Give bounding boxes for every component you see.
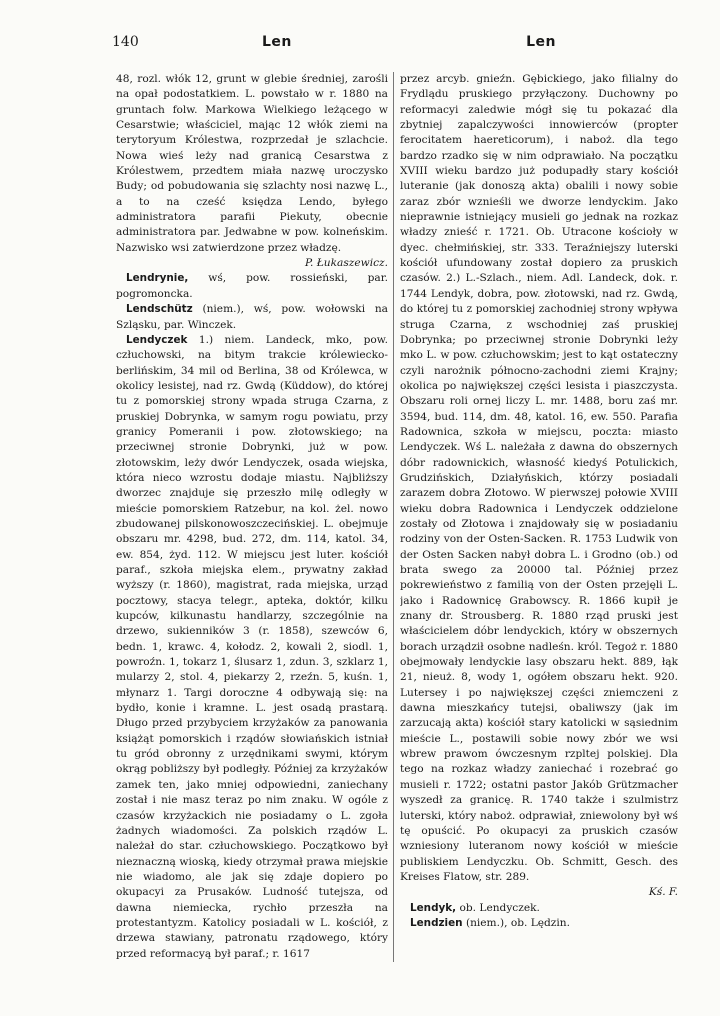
entry-continuation: przez arcyb. gnieźn. Gębickiego, jako filialny do Frydlądu pruskiego przyłączony. Duchowny po reformacyi zaledwie mógł się tu pokazać dla zbytniej zapalczywości innowierców (propter ferocitatem haereticorum), i naboż. dla tego bardzo rzadko się w nim odprawiało. Na początku XVIII wieku bardzo już podupadły stary kościół luteranie (jak donoszą akta) obalili i nowy sobie zaraz zbór wznieśli we dworze lendyckim. Jako nieprawnie istniejący musieli go jednak na rozkaz władzy znieść r. 1721. Ob. Utracone kościoły w dyec. chełmińskiej, str. 333. Teraźniejszy luterski kościół ufundowany został dopiero za pruskich czasów. 2.) L.-Szlach., niem. Adl. Landeck, dok. r. 1744 Lendyk, dobra, pow. złotowski, nad rz. Gwdą, do której tu z pomorskiej zachodniej strony wpływa struga Czarna, z wschodniej zaś pruskiej Dobrynka; po przeciwnej stronie Dobrynki leży mko L. w pow. człuchowskim; jest to kąt ostateczny czyli narożnik północno-zachodni ziemi Krajny; okolica po największej części lesista i piaszczysta. Obszaru roli ornej liczy L. mr. 1488, boru zaś mr. 3594, bud. 114, dm. 48, katol. 16, ew. 550. Parafia Radownica, szkoła w miejscu, poczta: miasto Lendyczek. Wś L. należała z dawna do obszernych dóbr radownickich, własność kiedyś Potulickich, Grudzińskich, Działyńskich, którzy posiadali zarazem dobra Złotowo. W pierwszej połowie XVIII wieku dobra Radownica i Lendyczek oddzielone zostały od Złotowa i znajdowały się w posiadaniu rodziny von der Osten-Sacken. R. 1753 Ludwik von der Osten Sacken nabył dobra L. i Grodno (ob.) od brata swego za 20000 tal. Później przez pokrewieństwo z familią von der Osten przejęli L. jako i Radownicę Grabowscy. R. 1866 kupił je znany dr. Strousberg. R. 1880 rząd pruski jest właścicielem dóbr lendyckich, który w obszernych borach urządził osobne nadleśn. król. Tegoż r. 1880 obejmowały lendyckie lasy obszaru hekt. 889, łąk 21, nieuż. 8, wody 1, ogółem obszaru hekt. 920. Lutersey i po największej części zniemczeni z dawna mieszkańcy tutejsi, obaliwszy (jak im zarzucają akta) kościół stary katolicki w sąsiednim mieście L., postawili sobie nowy zbór we wsi wbrew prawom ówczesnym rzpltej polskiej. Dla tego na rozkaz władzy zaniechać i rozebrać go musieli r. 1722; ostatni pastor Jakób Grützmacher wyszedł za granicę. R. 1740 także i szulmistrz luterski, który naboż. odprawiał, zniewolony był wś tę opuścić. Po okupacyi za pruskich czasów wzniesiony luteranom nowy kościół w mieście publiskiem Lendyczku. Ob. Schmitt, Gesch. des Kreises Flatow, str. 289.: [400, 73, 678, 883]
running-header: [112, 34, 676, 56]
entry-body: 1.) niem. Landeck, mko, pow. człuchowski, na bitym trakcie królewiecko-berlińskim, 34 mil od Berlina, 38 od Królewca, w okolicy lesistej, nad rz. Gwdą (Küddow), do której tu z pomorskiej strony wpada struga Czarna, z pruskiej Dobrynka, w samym rogu powiatu, przy granicy Pomeranii i pow. złotowskiego; na przeciwnej stronie Dobrynki, już w pow. złotowskim, leży dwór Lendyczek, osada wiejska, która nieco wzrostu dodaje miastu. Najbliższy dworzec znajduje się przeszło milę odległy w mieście pomorskiem Ratzebur, na kol. żel. nowo zbudowanej pilskonowoszczecińskiej. L. obejmuje obszaru mr. 4298, bud. 272, dm. 114, katol. 34, ew. 854, żyd. 112. W miejscu jest luter. kościół paraf., szkoła miejska elem., prywatny zakład wyższy (r. 1860), magistrat, rada miejska, urząd pocztowy, stacya telegr., apteka, doktór, kilku kupców, kilkunastu handlarzy, szczególnie na drzewo, sukienników 3 (r. 1858), szewców 6, bedn. 1, krawc. 4, kołodz. 2, kowali 2, siodl. 1, powroźn. 1, tokarz 1, ślusarz 1, zdun. 3, szklarz 1, mularzy 2, stol. 4, piekarzy 2, rzeźn. 5, kuśn. 1, młynarz 1. Targi doroczne 4 odbywają się: na bydło, konie i kramne. L. jest osadą prastarą. Długo przed przybyciem krzyżaków za panowania książąt pomorskich i rządów słowiańskich istniał tu gród obronny z urzędnikami swymi, którym okrąg pobliższy był podległy. Później za krzyżaków zamek ten, jako mniej odpowiedni, zaniechany został i nie masz teraz po nim znaku. W ogóle z czasów krzyżackich nie posiadamy o L. zgoła żadnych wiadomości. Za polskich rządów L. należał do star. człuchowskiego. Początkowo był nieznaczną wioską, kiedy otrzymał prawa miejskie nie wiadomo, ale jak się zdaje dopiero po okupacyi za Prusaków. Ludność tutejsza, od dawna niemiecka, rychło przeszła na protestantyzm. Katolicy posiadali w L. kościół, z drzewa stawiany, patronatu rządowego, który przed reformacyą był paraf.; r. 1617: [116, 333, 388, 960]
entry-lendzien: [400, 916, 678, 931]
author-signature: Kś. F.: [648, 886, 678, 899]
right-column: [400, 72, 678, 972]
entry-body: ob. Lendyczek.: [459, 901, 540, 914]
entry-lendyk: [400, 901, 678, 916]
column-divider: [393, 72, 394, 962]
entry-lendschutz: [116, 302, 388, 333]
page-number: 140: [112, 34, 139, 50]
running-head-right: Len: [526, 34, 556, 50]
entry-body: (niem.), ob. Lędzin.: [465, 916, 570, 929]
running-head-left: Len: [262, 34, 292, 50]
headword: Lendzien: [410, 916, 463, 929]
entry-body: (niem.), wś, pow. wołowski na Szląsku, par. Winczek.: [116, 303, 388, 331]
headword: Lendyk,: [410, 901, 457, 914]
entry-continuation: 48, rozl. włók 12, grunt w glebie średniej, zarośli na opał podostatkiem. L. powstało w r. 1880 na gruntach folw. Markowa Wielkiego leżącego w Cesarstwie; właściciel, mając 12 włók ziemi na terytoryum Królestwa, rozprzedał je szlachcie. Nowa wieś leży nad granicą Cesarstwa z Królestwem, przedtem miała nazwę uroczysko Budy; od pobudowania się szlachty nosi nazwę L., a to na cześć księdza Lendo, byłego administratora parafii Piekuty, obecnie administratora par. Jedwabne w pow. kolneńskim. Nazwisko wsi zatwierdzone przez władzę.: [116, 73, 388, 254]
headword: Lendyczek: [126, 333, 188, 346]
headword: Lendrynie,: [126, 272, 189, 285]
headword: Lendschütz: [126, 303, 193, 316]
author-signature: P. Łukaszewicz.: [305, 257, 388, 270]
left-column: [116, 72, 388, 972]
entry-lendrynie: [116, 271, 388, 302]
entry-body: wś, pow. rossieński, par. pogromoncka.: [116, 272, 388, 300]
entry-lendyczek: [116, 333, 388, 962]
